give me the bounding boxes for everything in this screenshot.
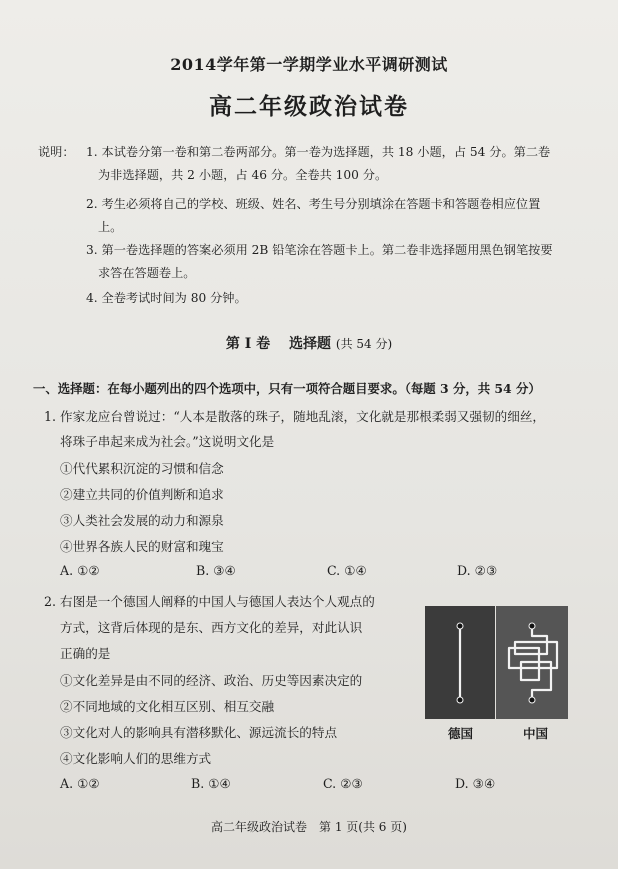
notes-line: 求答在答题卷上。 <box>98 266 196 280</box>
q1-statement: ①代代累积沉淀的习惯和信念 <box>60 461 224 476</box>
q2-choice-b: B. ①④ <box>191 776 231 791</box>
q1-stem: 1. 作家龙应台曾说过：“人本是散落的珠子，随地乱滚，文化就是那根柔弱又强韧的细丝， <box>44 409 546 424</box>
section-heading <box>0 333 618 353</box>
section-points: (共 54 分) <box>335 337 393 351</box>
q2-choice-d: D. ③④ <box>455 776 496 791</box>
exam-title: 2014学年第一学期学业水平调研测试 <box>170 55 448 74</box>
q1-statement: ②建立共同的价值判断和追求 <box>60 487 224 502</box>
notes-line: 3. 第一卷选择题的答案必须用 2B 铅笔涂在答题卡上。第二卷非选择题用黑色钢笔按要 <box>86 243 553 257</box>
q2-statement: ④文化影响人们的思维方式 <box>60 751 212 766</box>
figure-label-germany: 德国 <box>448 726 474 741</box>
culture-comparison-figure <box>425 606 568 719</box>
q1-choice-a: A. ①② <box>60 563 100 578</box>
q1-statement: ④世界各族人民的财富和瑰宝 <box>60 539 224 554</box>
q2-stem: 方式，这背后体现的是东、西方文化的差异，对此认识 <box>60 620 363 635</box>
q2-stem: 正确的是 <box>60 646 111 661</box>
end-dot <box>457 697 463 703</box>
notes-line: 2. 考生必须将自己的学校、班级、姓名、考生号分别填涂在答题卡和答题卷相应位置 <box>86 197 541 211</box>
q1-choice-b: B. ③④ <box>196 563 236 578</box>
page-footer: 高二年级政治试卷 第 1 页(共 6 页) <box>211 820 407 834</box>
winding-path-line <box>509 626 557 700</box>
instruction: 一、选择题：在每小题列出的四个选项中，只有一项符合题目要求。（每题 3 分，共 54 分） <box>33 381 541 396</box>
end-dot <box>529 697 535 703</box>
q1-stem: 将珠子串起来成为社会。”这说明文化是 <box>60 434 275 449</box>
notes-line: 为非选择题，共 2 小题，占 46 分。全卷共 100 分。 <box>98 168 388 182</box>
notes-label: 说明： <box>38 145 75 159</box>
thinking-path-illustration <box>425 606 568 719</box>
q2-statement: ③文化对人的影响具有潜移默化、源远流长的特点 <box>60 725 338 740</box>
q2-statement: ②不同地域的文化相互区别、相互交融 <box>60 699 275 714</box>
q2-stem: 2. 右图是一个德国人阐释的中国人与德国人表达个人观点的 <box>44 594 375 609</box>
start-dot <box>457 623 463 629</box>
section-title: 第 I 卷 选择题 <box>225 336 332 352</box>
q1-choice-c: C. ①④ <box>327 563 367 578</box>
q1-statement: ③人类社会发展的动力和源泉 <box>60 513 224 528</box>
q2-statement: ①文化差异是由不同的经济、政治、历史等因素决定的 <box>60 673 363 688</box>
q2-choice-a: A. ①② <box>60 776 100 791</box>
notes-line: 上。 <box>98 220 123 234</box>
paper-title: 高二年级政治试卷 <box>209 93 409 120</box>
figure-label-china: 中国 <box>523 726 549 741</box>
notes-line: 4. 全卷考试时间为 80 分钟。 <box>86 291 247 305</box>
notes-line: 1. 本试卷分第一卷和第二卷两部分。第一卷为选择题，共 18 小题，占 54 分。第二卷 <box>86 145 551 159</box>
q1-choice-d: D. ②③ <box>457 563 498 578</box>
q2-choice-c: C. ②③ <box>323 776 363 791</box>
start-dot <box>529 623 535 629</box>
